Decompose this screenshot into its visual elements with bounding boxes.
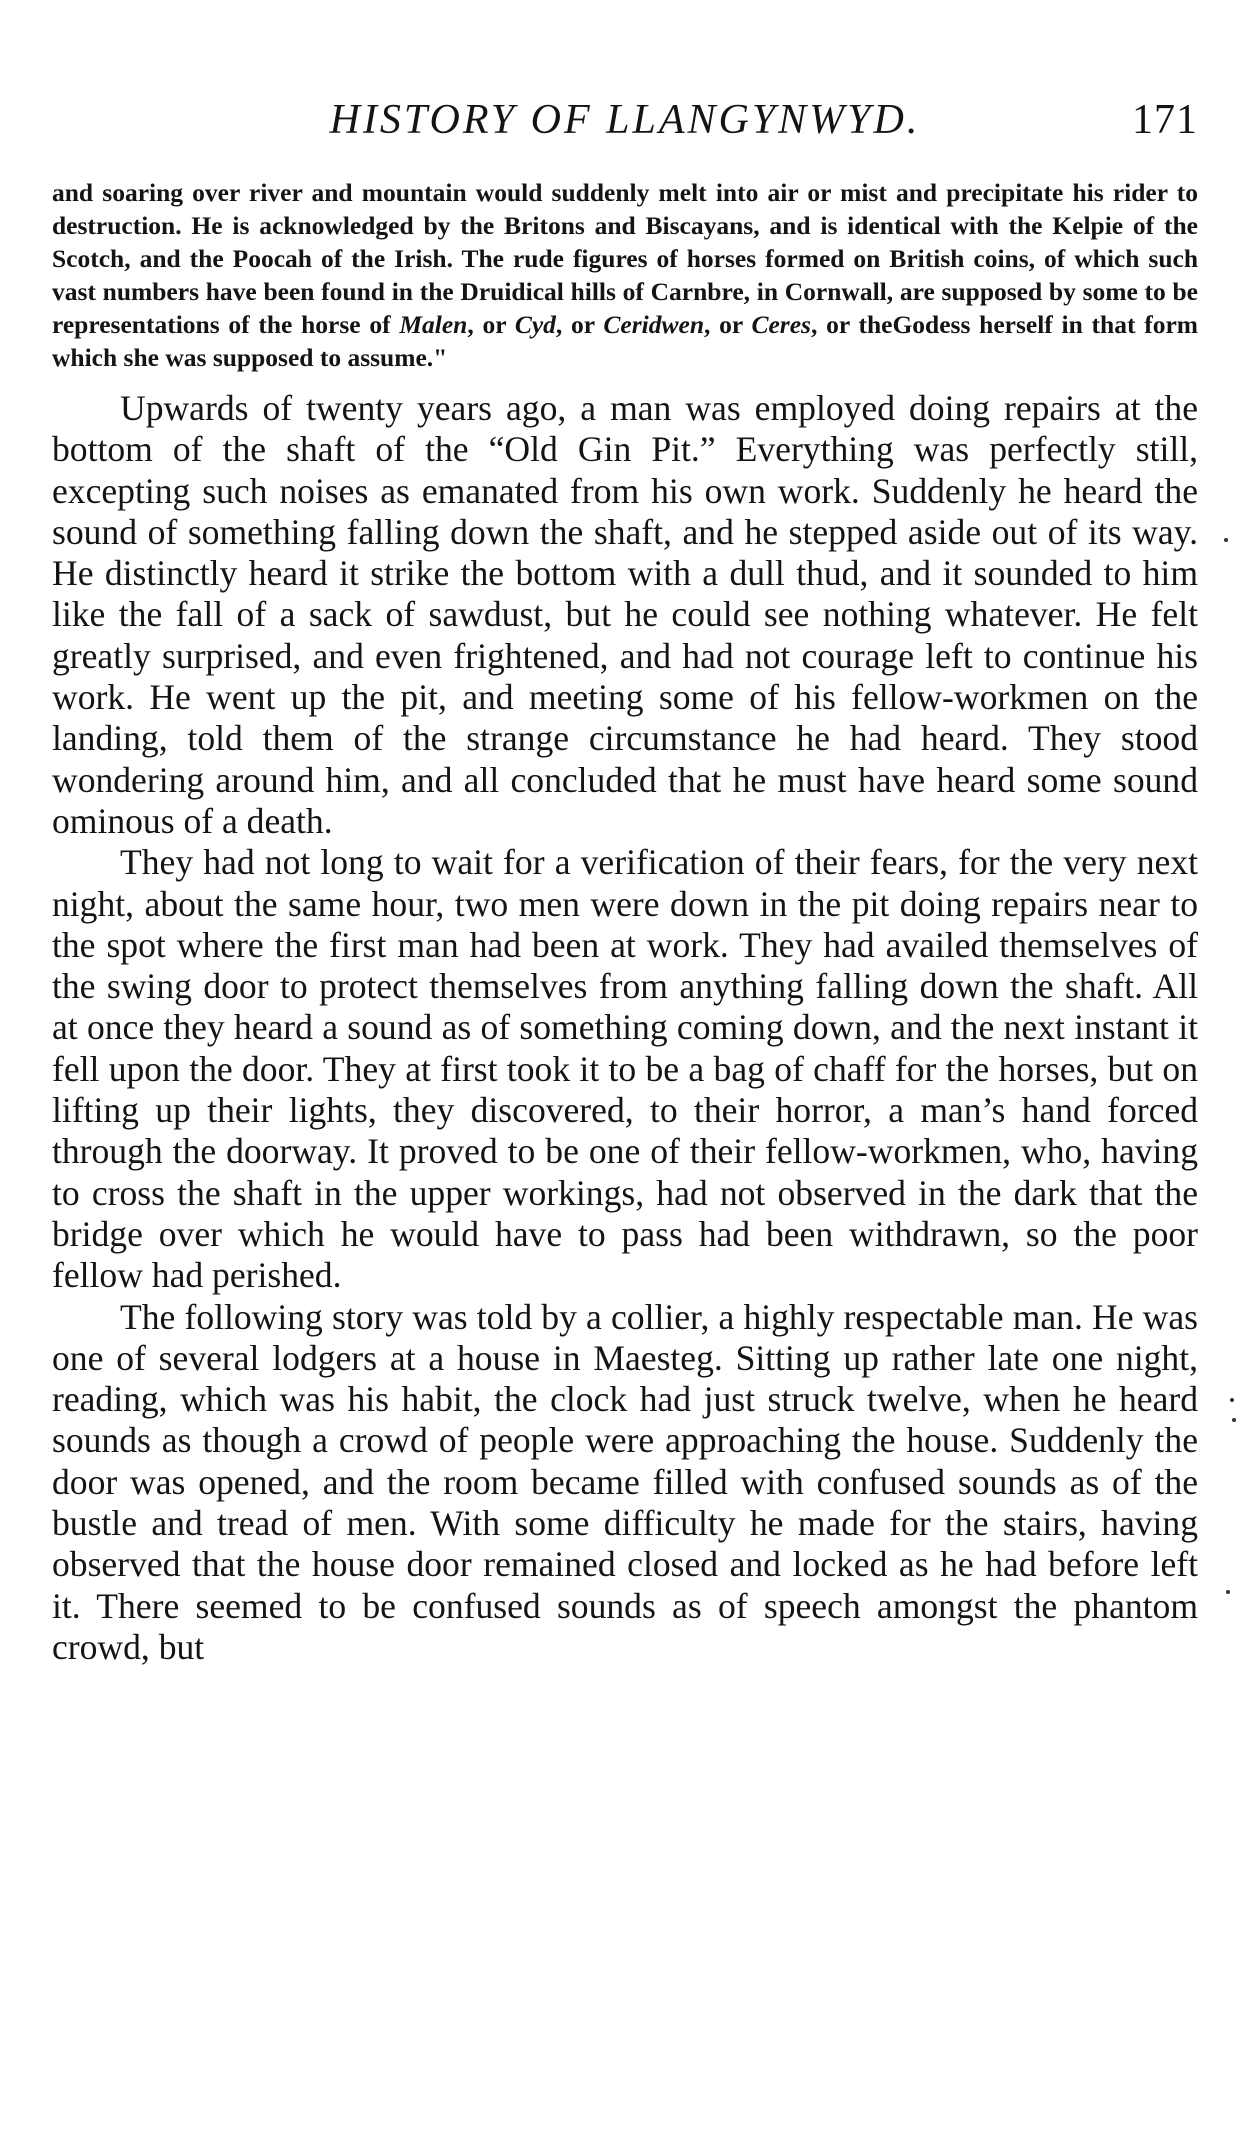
paragraph-collier-story: The following story was told by a collier, a highly respectable man. He was one of several lodgers at a house in Maesteg. Sitting up rather late one night, reading, which was his habit, the clock had just struck twelve, when he heard sounds as though a crowd of people were approaching the house. Suddenly the door was opened, and the room became filled with confused sounds as of the bustle and tread of men. With some difficulty he made for the stairs, having observed that the house door remained closed and locked as he had before left it. There seemed to be confused sounds as of speech amongst the phantom crowd, but (52, 1296, 1198, 1667)
margin-speck (1224, 538, 1228, 542)
paragraph-verification: They had not long to wait for a verification of their fears, for the very next night, about the same hour, two men were down in the pit doing repairs near to the spot where the first man had been at work. They had availed themselves of the swing door to protect themselves from anything falling down the shaft. All at once they heard a sound as of something coming down, and the next instant it fell upon the door. They at first took it to be a bag of chaff for the horses, but on lifting up their lights, they discovered, to their horror, a man’s hand forced through the doorway. It proved to be one of their fellow-workmen, who, having to cross the shaft in the upper workings, had not observed in the dark that the bridge over which he would have to pass had been withdrawn, so the poor fellow had perished. (52, 842, 1198, 1296)
quote-separator: , or (555, 310, 604, 339)
quote-text-start: and soaring over river and mountain would suddenly melt into air or mist and precipitate his rider to destruction. He is acknowledged by the Britons and Biscayans, and is identical with the Kelpie of the Scotch, and the Poocah of the Irish. The rude figures of horses formed on British coins, of which such vast numbers have been found in the Druidical hills of Carnbre, in Cornwall, are supposed by some to be representations of the horse of (52, 178, 1198, 339)
page-number: 171 (1132, 97, 1198, 143)
quote-separator: , or (704, 310, 752, 339)
page-header (52, 96, 1198, 152)
quote-name-malen: Malen (399, 310, 468, 339)
margin-speck (1230, 1398, 1234, 1402)
quote-text-end: , or theGodess herself in that form which she was supposed to assume." (52, 310, 1198, 372)
quoted-passage (52, 176, 1198, 374)
book-page (52, 96, 1198, 1668)
margin-speck (1226, 1590, 1230, 1594)
quote-name-ceres: Ceres (751, 310, 811, 339)
quote-name-cyd: Cyd (514, 310, 556, 339)
margin-speck (1232, 1418, 1236, 1422)
quote-separator: , or (467, 310, 515, 339)
paragraph-old-gin-pit: Upwards of twenty years ago, a man was employed doing repairs at the bottom of the shaft of the “Old Gin Pit.” Everything was perfectly still, excepting such noises as emanated from his own work. Suddenly he heard the sound of something falling down the shaft, and he stepped aside out of its way. He distinctly heard it strike the bottom with a dull thud, and it sounded to him like the fall of a sack of sawdust, but he could see nothing whatever. He felt greatly surprised, and even frightened, and had not courage left to continue his work. He went up the pit, and meeting some of his fellow-workmen on the landing, told them of the strange circumstance he had heard. They stood wondering around him, and all concluded that he must have heard some sound ominous of a death. (52, 388, 1198, 841)
running-title: HISTORY OF LLANGYNWYD. (329, 97, 921, 143)
quote-name-ceridwen: Ceridwen (603, 310, 704, 339)
